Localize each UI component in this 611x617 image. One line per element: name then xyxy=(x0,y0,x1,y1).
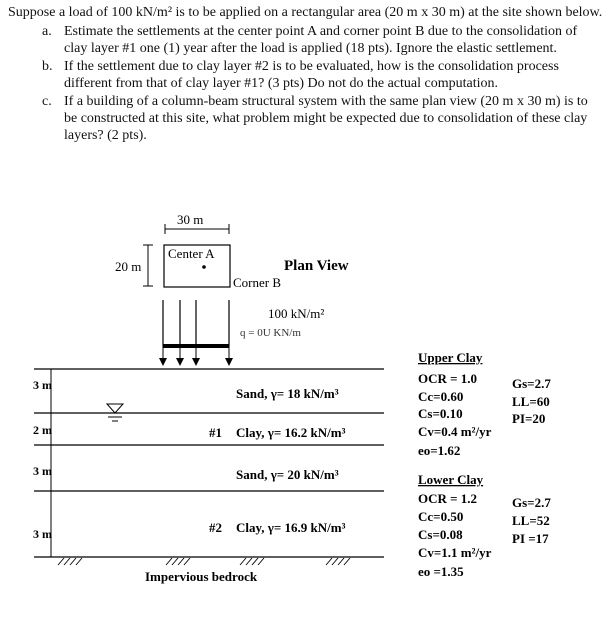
lower-clay-title: Lower Clay xyxy=(418,472,484,487)
upper-clay-prop: Cs=0.10 xyxy=(418,406,463,421)
layer4-desc: Clay, γ= 16.9 kN/m³ xyxy=(236,520,346,535)
upper-clay-prop: Cv=0.4 m²/yr xyxy=(418,424,492,439)
upper-clay-title: Upper Clay xyxy=(418,350,483,365)
upper-clay-limit: LL=60 xyxy=(512,394,550,409)
layer1-thickness: 3 m xyxy=(33,378,52,392)
lower-clay-prop: Cs=0.08 xyxy=(418,527,463,542)
lower-clay-prop: Cc=0.50 xyxy=(418,509,464,524)
lower-clay-limit: PI =17 xyxy=(512,531,549,546)
upper-clay-prop: OCR = 1.0 xyxy=(418,371,478,386)
layer2-thickness: 2 m xyxy=(33,423,52,437)
lower-clay-limit: Gs=2.7 xyxy=(512,495,551,510)
plan-view-title: Plan View xyxy=(284,258,349,274)
question-c-letter: c. xyxy=(42,94,52,109)
question-b-letter: b. xyxy=(42,59,53,74)
upper-clay-limit: PI=20 xyxy=(512,411,546,426)
layer2-desc: Clay, γ= 16.2 kN/m³ xyxy=(236,425,346,440)
question-c-text: If a building of a column-beam structural system with the same plan view (20 m x 30 m) is to be constructed at this site, what problem might be expected due to consolidation of these clay layers? (2 pts). xyxy=(64,94,588,143)
layer2-number: #1 xyxy=(209,425,222,440)
layer3-desc: Sand, γ= 20 kN/m³ xyxy=(236,467,339,482)
load-arrowheads xyxy=(159,358,233,366)
upper-clay-prop: eo=1.62 xyxy=(418,443,461,458)
center-point-a xyxy=(202,265,206,269)
problem-intro: Suppose a load of 100 kN/m² is to be applied on a rectangular area (20 m x 30 m) at the site shown below. xyxy=(8,5,603,20)
question-a-letter: a. xyxy=(42,24,52,39)
layer1-desc: Sand, γ= 18 kN/m³ xyxy=(236,386,339,401)
center-a-label: Center A xyxy=(168,246,215,261)
bedrock-hatching xyxy=(58,558,350,565)
layer3-thickness: 3 m xyxy=(33,464,52,478)
corner-b-label: Corner B xyxy=(233,275,282,290)
layer4-thickness: 3 m xyxy=(33,527,52,541)
layer4-number: #2 xyxy=(209,520,222,535)
upper-clay-prop: Cc=0.60 xyxy=(418,389,464,404)
question-a-text: Estimate the settlements at the center point A and corner point B due to the consolidation of clay layer #1 one (1) year after the load is applied (18 pts). Ignore the elastic settlement. xyxy=(64,24,578,56)
load-footing xyxy=(163,300,229,364)
plan-width-label: 30 m xyxy=(177,212,204,227)
upper-clay-limit: Gs=2.7 xyxy=(512,376,551,391)
plan-height-label: 20 m xyxy=(115,259,142,274)
load-mirrored-label: q = 0U KN/m xyxy=(240,327,301,339)
load-value-label: 100 kN/m² xyxy=(268,306,325,321)
lower-clay-prop: Cv=1.1 m²/yr xyxy=(418,545,492,560)
lower-clay-prop: eo =1.35 xyxy=(418,564,464,579)
lower-clay-prop: OCR = 1.2 xyxy=(418,491,478,506)
question-b-text: If the settlement due to clay layer #2 is to be evaluated, how is the consolidation process different from that of clay layer #1? (3 pts) Do not do the actual computation. xyxy=(64,59,559,91)
bedrock-label: Impervious bedrock xyxy=(145,569,258,584)
lower-clay-limit: LL=52 xyxy=(512,513,550,528)
